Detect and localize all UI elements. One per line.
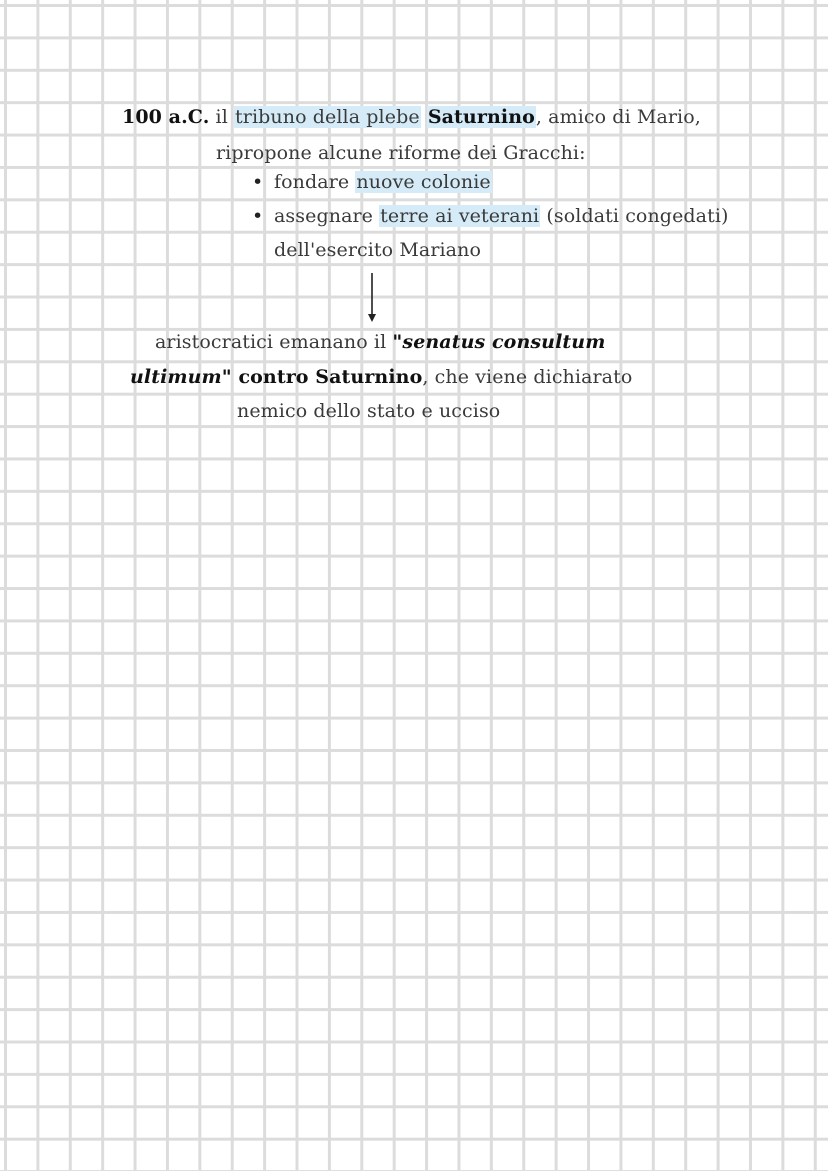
down-arrow-icon xyxy=(366,272,378,324)
ultimum-term: ultimum xyxy=(130,366,222,388)
bullet-item-2 xyxy=(252,203,729,229)
intro-text-3: , amico di Mario, xyxy=(535,106,701,128)
bullet-2-continuation: dell'esercito Mariano xyxy=(274,239,481,261)
senatus-consultum-term: "senatus consultum xyxy=(392,331,606,353)
result-line-1 xyxy=(155,329,605,355)
result-line-2 xyxy=(130,364,632,390)
bullet-item-1 xyxy=(252,169,492,195)
bullet-2-highlight: terre ai veterani xyxy=(380,205,540,227)
intro-line-1 xyxy=(122,104,701,130)
bullet-1-highlight: nuove colonie xyxy=(356,171,491,193)
result-text-2: , che viene dichiarato xyxy=(422,366,633,388)
intro-text-2 xyxy=(421,106,427,128)
intro-line-2: ripropone alcune riforme dei Gracchi: xyxy=(216,142,586,164)
bullet-1-pre: fondare xyxy=(274,171,356,193)
bullet-dot-icon: • xyxy=(252,171,264,193)
intro-text-1: il xyxy=(209,106,235,128)
bullet-2-pre: assegnare xyxy=(274,205,380,227)
bullet-2-post: (soldati congedati) xyxy=(540,205,729,227)
result-line-3: nemico dello stato e ucciso xyxy=(237,400,501,422)
result-text-1: aristocratici emanano il xyxy=(155,331,393,353)
contro-saturnino-text: " contro Saturnino xyxy=(221,366,423,388)
highlight-role: tribuno della plebe xyxy=(235,106,420,128)
highlight-name: Saturnino xyxy=(427,106,535,128)
date-label: 100 a.C. xyxy=(122,106,210,128)
bullet-dot-icon: • xyxy=(252,205,264,227)
